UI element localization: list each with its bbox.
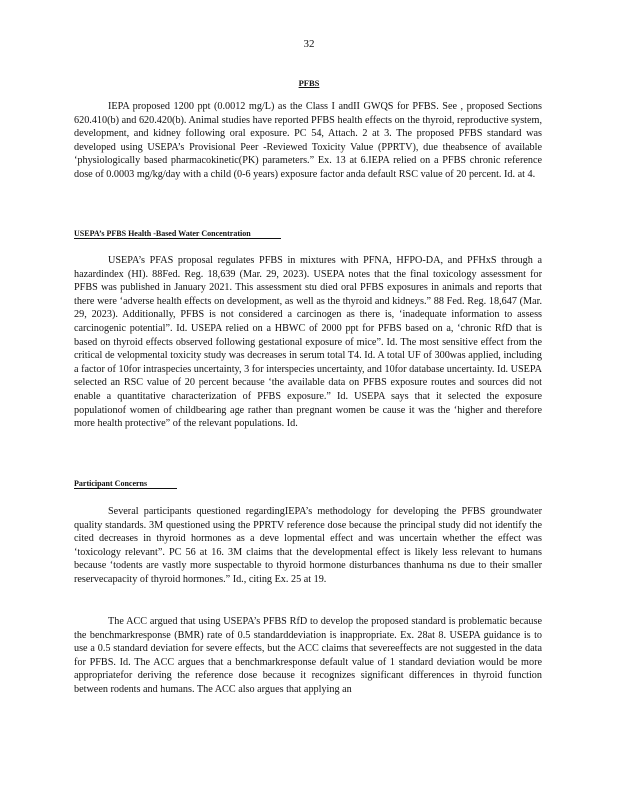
paragraph-text: IEPA proposed 1200 ppt (0.0012 mg/L) as the Class I andII GWQS for PFBS. See , proposed Sections 620.410(b) and 620.420(b). Animal studies have reported PFBS health effects on the thyroid, reproductive system, development, and kidney following oral exposure. PC 54, Attach. 2 at 3. The proposed PFBS standard was developed using USEPA’s Provisional Peer -Reviewed Toxicity Value (PPRTV), due theabsence of available ‘physiologically based pharmacokinetic(PK) parameters.” Ex. 13 at 6.IEPA relied on a PFBS chronic reference dose of 0.0003 mg/kg/day with a child (0-6 years) exposure factor anda default RSC value of 20 percent. Id. at 4. [74,101,542,180]
paragraph-iepa-proposal [74,100,542,182]
section-heading-pfbs-text: PFBS [298,78,320,88]
section-heading-participant-concerns-text: Participant Concerns [74,479,177,489]
paragraph-usepa-pfas-proposal [74,254,542,431]
page-number: 32 [303,38,315,50]
paragraph-text: The ACC argued that using USEPA’s PFBS RfD to develop the proposed standard is problematic because the benchmarkresponse (BMR) rate of 0.5 standarddeviation is inappropriate. Ex. 28at 8. USEPA guidance is to use a 0.5 standard deviation for severe effects, but the ACC claims that severeeffects are not suggested in the data for PFBS. Id. The ACC argues that a benchmarkresponse default value of 1 standard deviation would be more appropriatefor deriving the reference dose because it recognizes significant differences in thyroid function between rodents and humans. The ACC also argues that applying an [74,616,542,695]
paragraph-text: Several participants questioned regardingIEPA’s methodology for developing the PFBS groundwater quality standards. 3M questioned using the PPRTV reference dose because the principal study did not identify the cited decreases in thyroid hormones as a deve lopmental effect and was uncertain whether the effect was ‘toxicology relevant”. PC 56 at 16. 3M claims that the developmental effect is likely less relevant to humans because ‘todents are vastly more suspectable to thyroid hormone disturbances thanhuma ns due to their smaller reservecapacity of thyroid hormones.” Id., citing Ex. 25 at 19. [74,506,542,585]
section-heading-participant-concerns [74,479,177,488]
paragraph-participant-concerns [74,505,542,587]
section-heading-pfbs [0,78,618,88]
paragraph-acc-argument [74,615,542,697]
section-heading-usepa-hbwc-text: USEPA’s PFBS Health -Based Water Concentration [74,229,281,239]
section-heading-usepa-hbwc [74,229,281,238]
paragraph-text: USEPA’s PFAS proposal regulates PFBS in mixtures with PFNA, HFPO-DA, and PFHxS through a hazardindex (HI). 88Fed. Reg. 18,639 (Mar. 29, 2023). USEPA notes that the final toxicology assessment for PFBS was published in January 2021. This assessment stu died oral PFBS exposures in animals and reports that there were ‘adverse health effects on development, as well as the thyroid and kidneys.” 88 Fed. Reg. 18,647 (Mar. 29, 2023). Additionally, PFBS is not considered a carcinogen as there is, ‘inadequate information to assess carcinogenic potential”. Id. USEPA relied on a HBWC of 2000 ppt for PFBS based on a, ‘chronic RfD that is based on thyroid effects observed following gestational exposure of mice”. Id. The most sensitive effect from the critical de velopmental toxicity study was decreases in serum total T4. Id. A total UF of 300was applied, including a factor of 10for intraspecies uncertainty, 3 for interspecies uncertainty, and 10for database uncertainty. Id. USEPA selected an RSC value of 20 percent because ‘the available data on PFBS exposure routes and sources did not enable a quantitative characterization of PFBS exposure.” Id. USEPA says that it selected the exposure populationof women of childbearing age rather than pregnant women be cause it was the ‘higher and therefore more health protective” of the relevant populations. Id. [74,255,542,430]
